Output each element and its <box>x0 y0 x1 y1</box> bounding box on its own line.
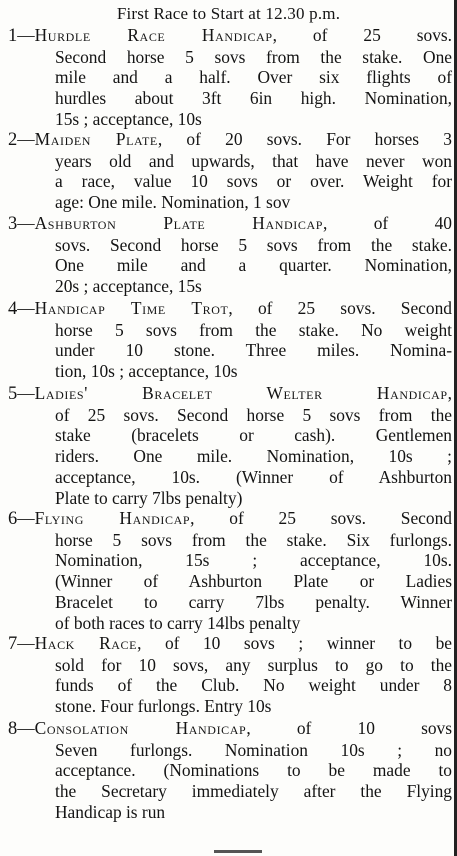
race-line: years old and upwards, that have never won <box>55 150 452 171</box>
race-separator: — <box>17 718 35 738</box>
race-number: 4 <box>8 299 18 319</box>
race-line: , of 25 sovs. Second <box>190 508 452 528</box>
race-entry-2 <box>8 129 452 213</box>
race-separator: — <box>17 129 35 149</box>
race-number: 1 <box>8 26 18 46</box>
race-first-line <box>8 213 452 235</box>
race-line: 20s ; acceptance, 15s <box>55 276 202 297</box>
race-number: 3 <box>8 214 18 234</box>
race-line: , of 10 sovs ; winner to be <box>137 633 452 653</box>
race-title: Maiden Plate <box>34 129 158 149</box>
race-line: sold for 10 sovs, any surplus to go to the <box>55 654 452 675</box>
race-line: stone. Four furlongs. Entry 10s <box>55 696 272 717</box>
race-line: a race, value 10 sovs or over. Weight for <box>55 171 452 192</box>
race-line: , of 40 <box>323 213 452 233</box>
race-line: , of 25 sovs. Second <box>228 298 452 318</box>
race-entry-1 <box>8 25 452 130</box>
race-line: mile and a half. Over six flights of <box>55 67 452 88</box>
race-line: the Secretary immediately after the Flying <box>55 781 452 802</box>
race-first-line <box>8 298 452 320</box>
race-number: 2 <box>8 130 18 150</box>
race-line: Seven furlongs. Nomination 10s ; no <box>55 739 452 760</box>
race-line: tion, 10s ; acceptance, 10s <box>55 361 238 382</box>
race-line: , of 25 sovs. <box>272 25 453 45</box>
race-line: sovs. Second horse 5 sovs from the stake. <box>55 234 452 255</box>
race-line: riders. One mile. Nomination, 10s ; <box>55 446 452 467</box>
race-title: Hack Race <box>34 633 138 653</box>
race-line: Handicap is run <box>55 801 166 822</box>
race-entry-6 <box>8 508 452 633</box>
race-line: Nomination, 15s ; acceptance, 10s. <box>55 550 452 571</box>
race-first-line <box>8 383 452 405</box>
race-title: Ladies' Bracelet Welter Handicap <box>34 383 448 403</box>
race-separator: — <box>17 213 35 233</box>
race-separator: — <box>17 508 35 528</box>
race-number: 5 <box>8 384 18 404</box>
race-title: Handicap Time Trot <box>34 298 229 318</box>
race-entry-3 <box>8 213 452 297</box>
race-first-line <box>8 25 452 47</box>
race-separator: — <box>17 383 35 403</box>
race-line: , <box>447 383 452 403</box>
race-number: 6 <box>8 509 18 529</box>
race-entry-8 <box>8 718 452 823</box>
race-title: Ashburton Plate Handicap <box>34 213 323 233</box>
race-separator: — <box>17 298 35 318</box>
race-first-line <box>8 129 452 151</box>
race-line: One mile and a quarter. Nomination, <box>55 255 452 276</box>
race-line: Plate to carry 7lbs penalty) <box>55 487 243 508</box>
race-first-line <box>8 718 452 740</box>
race-line: age: One mile. Nomination, 1 sov <box>55 192 291 213</box>
race-entry-5 <box>8 383 452 508</box>
race-line: , of 10 sovs <box>246 718 452 738</box>
race-number: 7 <box>8 634 18 654</box>
race-number: 8 <box>8 719 18 739</box>
page-heading: First Race to Start at 12.30 p.m. <box>116 4 341 23</box>
race-line: 15s ; acceptance, 10s <box>55 108 202 129</box>
race-title: Flying Handicap <box>34 508 191 528</box>
race-line: stake (bracelets or cash). Gentlemen <box>55 425 452 446</box>
race-line: horse 5 sovs from the stake. No weight <box>55 319 452 340</box>
race-entry-7 <box>8 633 452 717</box>
race-line: funds of the Club. No weight under 8 <box>55 675 452 696</box>
race-title: Hurdle Race Handicap <box>34 25 273 45</box>
race-line: of both races to carry 14lbs penalty <box>55 612 301 633</box>
race-entry-4 <box>8 298 452 382</box>
column-bottom-rule <box>214 850 262 853</box>
race-title: Consolation Handicap <box>34 718 247 738</box>
race-line: acceptance, 10s. (Winner of Ashburton <box>55 466 452 487</box>
race-line: horse 5 sovs from the stake. Six furlongs. <box>55 529 452 550</box>
race-separator: — <box>17 633 35 653</box>
race-separator: — <box>17 25 35 45</box>
race-line: Bracelet to carry 7lbs penalty. Winner <box>55 591 452 612</box>
race-line: hurdles about 3ft 6in high. Nomination, <box>55 88 452 109</box>
race-line: under 10 stone. Three miles. Nomina- <box>55 340 452 361</box>
race-line: , of 20 sovs. For horses 3 <box>157 129 452 149</box>
race-line: acceptance. (Nominations to be made to <box>55 760 452 781</box>
race-first-line <box>8 508 452 530</box>
race-line: Second horse 5 sovs from the stake. One <box>55 46 452 67</box>
race-line: (Winner of Ashburton Plate or Ladies <box>55 571 452 592</box>
race-first-line <box>8 633 452 655</box>
race-line: of 25 sovs. Second horse 5 sovs from the <box>55 404 452 425</box>
